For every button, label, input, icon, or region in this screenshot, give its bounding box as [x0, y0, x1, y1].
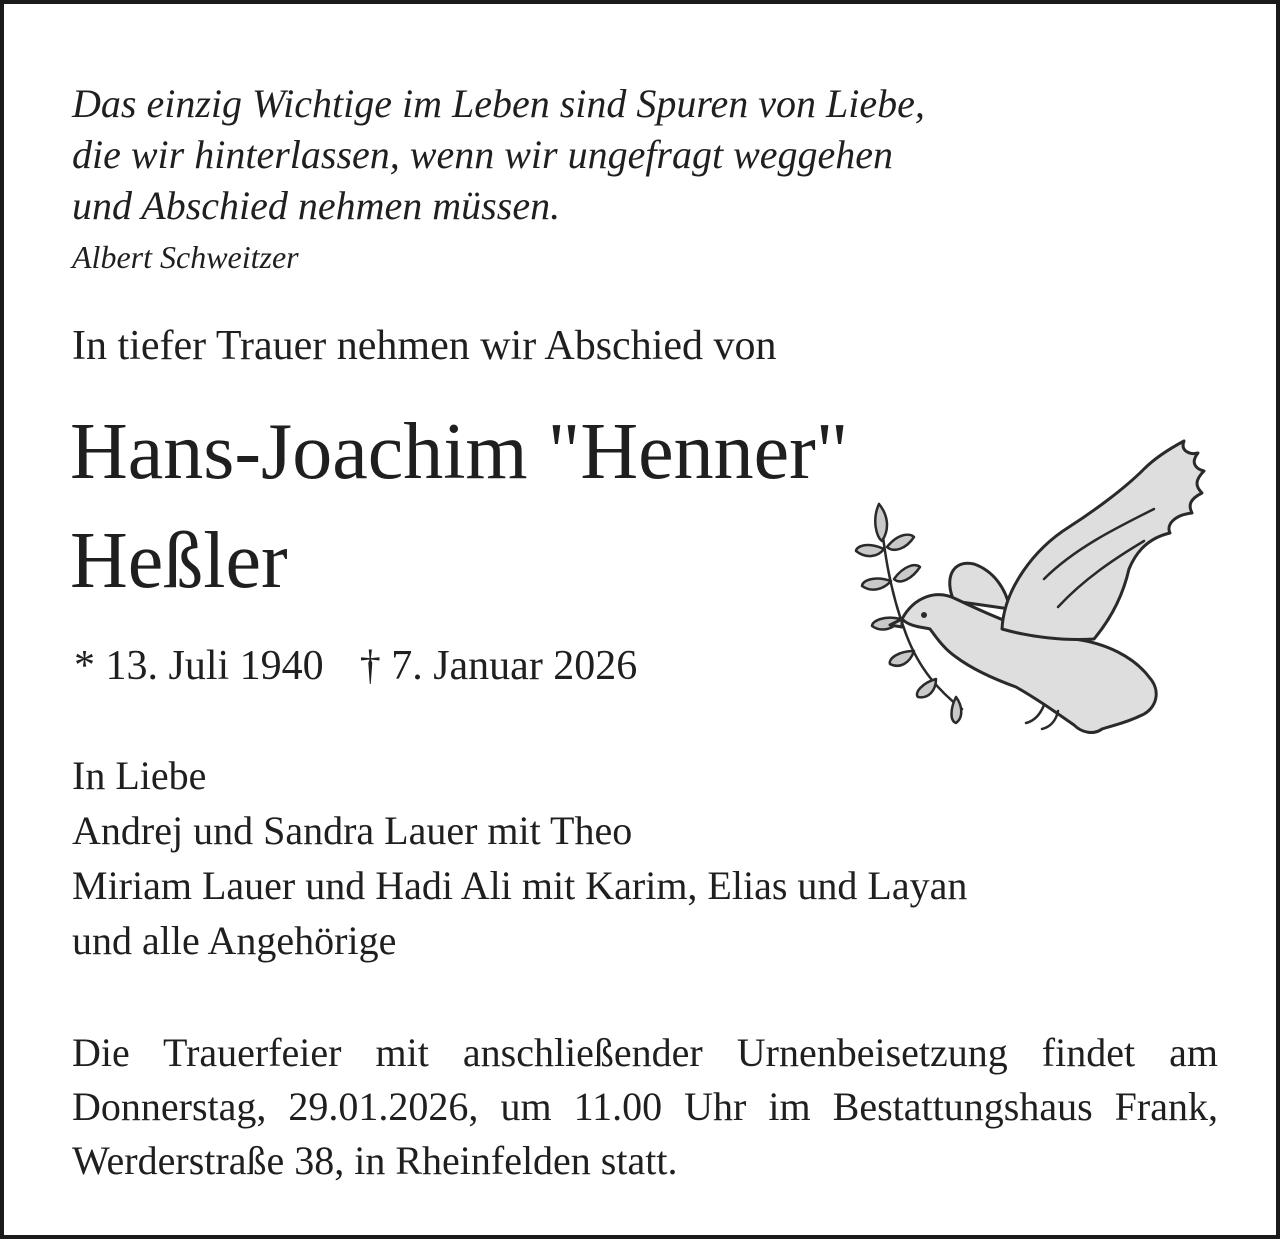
quote-line: die wir hinterlassen, wenn wir ungefragt weggehen: [72, 132, 894, 177]
deceased-name: [70, 398, 848, 616]
quote-author: Albert Schweitzer: [72, 239, 299, 275]
deceased-name-line2: Heßler: [70, 517, 288, 605]
quote-block: [72, 78, 925, 277]
quote-line: und Abschied nehmen müssen.: [72, 183, 561, 228]
family-signatures: [72, 748, 967, 968]
deceased-name-line1: Hans-Joachim "Henner": [70, 408, 849, 496]
ceremony-info: Die Trauerfeier mit anschließender Urnenbeisetzung findet am Donnerstag, 29.01.2026, um 11.00 Uhr im Bestattungshaus Frank, Werderstraße 38, in Rheinfelden statt.: [72, 1030, 1218, 1183]
intro-text: In tiefer Trauer nehmen wir Abschied von: [72, 323, 777, 369]
family-line: und alle Angehörige: [72, 918, 397, 963]
family-line: Andrej und Sandra Lauer mit Theo: [72, 808, 633, 853]
family-line: Miriam Lauer und Hadi Ali mit Karim, Elias und Layan: [72, 863, 968, 908]
death-date: † 7. Januar 2026: [359, 643, 638, 689]
dove-with-olive-branch-icon: [844, 429, 1214, 759]
birth-date: * 13. Juli 1940: [74, 643, 324, 689]
quote-line: Das einzig Wichtige im Leben sind Spuren von Liebe,: [72, 81, 925, 126]
family-line: In Liebe: [72, 753, 207, 798]
life-dates: [74, 638, 637, 694]
